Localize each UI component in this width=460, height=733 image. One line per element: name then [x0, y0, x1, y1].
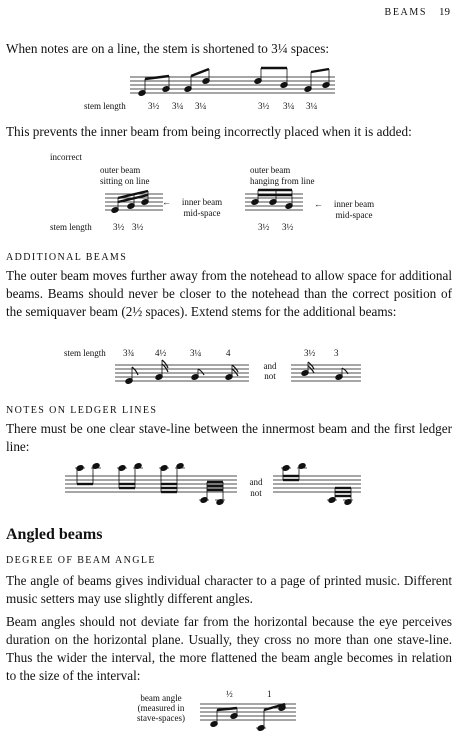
figure-additional-beams: [115, 360, 365, 390]
fig3-value: 3: [334, 348, 339, 358]
section-heading-beam-angle: DEGREE OF BEAM ANGLE: [6, 555, 156, 566]
fig1-value: 3¼: [195, 101, 207, 111]
figure-stem-on-line: [130, 72, 340, 102]
fig3-value: 3¾: [123, 348, 135, 358]
fig3-and: and: [263, 361, 277, 371]
fig5-label-1: beam angle: [140, 693, 182, 703]
page-number: 19: [439, 6, 450, 18]
fig1-value: 3¼: [306, 101, 318, 111]
fig2-outer-sitting-2: sitting on line: [100, 176, 150, 186]
figure-ledger-lines: [65, 462, 365, 504]
paragraph-additional-beams: The outer beam moves further away from the notehead to allow space for additional beams. Beams should never be closer to the notehead than the correct position of the semiquaver beam (2½ spaces). Extend stems for the additional beams:: [6, 268, 452, 319]
fig3-label: stem length: [64, 348, 106, 358]
fig2-value: 3½: [258, 222, 270, 232]
fig4-not: not: [250, 488, 262, 498]
fig5-value: 1: [267, 689, 272, 699]
paragraph-ledger-lines: There must be one clear stave-line between the innermost beam and the first ledger line:: [6, 421, 452, 454]
fig3-value: 4: [226, 348, 231, 358]
fig2-value: 3½: [113, 222, 125, 232]
section-heading-additional-beams: ADDITIONAL BEAMS: [6, 252, 128, 263]
running-title: BEAMS: [384, 7, 427, 18]
fig2-outer-hanging-1: outer beam: [250, 165, 291, 175]
fig2-outer-hanging-2: hanging from line: [250, 176, 315, 186]
paragraph-beam-angle-1: The angle of beams gives individual character to a page of printed music. Different music setters may use slightly different angles.: [6, 573, 452, 606]
fig2-inner-2: mid-space: [183, 208, 221, 218]
fig3-value: 3½: [304, 348, 316, 358]
fig5-value: ½: [226, 689, 233, 699]
fig3-value: 3¼: [190, 348, 202, 358]
fig2-value: 3½: [132, 222, 144, 232]
paragraph-inner-beam: This prevents the inner beam from being incorrectly placed when it is added:: [6, 124, 412, 139]
arrow-left-icon: ←: [162, 197, 171, 207]
fig3-value: 4½: [155, 348, 167, 358]
fig4-and: and: [249, 477, 263, 487]
fig2-inner-1: inner beam: [333, 199, 375, 209]
fig2-outer-sitting-1: outer beam: [100, 165, 141, 175]
running-header: [385, 6, 450, 18]
paragraph-beam-angle-2: Beam angles should not deviate far from the horizontal because the eye perceives duration on the horizontal plane. Usually, they cross no more than one stave-line. Thus the wider the interval, the more flattened the beam angle becomes in relation to the size of the interval:: [6, 614, 452, 683]
fig3-not: not: [264, 371, 276, 381]
fig1-value: 3¼: [172, 101, 184, 111]
heading-angled-beams: Angled beams: [6, 526, 103, 543]
fig2-inner-2: mid-space: [335, 210, 373, 220]
fig1-value: 3½: [258, 101, 270, 111]
paragraph-stem-shortened: When notes are on a line, the stem is shortened to 3¼ spaces:: [6, 41, 330, 56]
fig1-label: stem length: [84, 101, 126, 111]
section-heading-ledger-lines: NOTES ON LEDGER LINES: [6, 405, 158, 416]
fig5-label-3: stave-spaces): [137, 713, 185, 723]
fig2-inner-1: inner beam: [181, 197, 223, 207]
fig1-value: 3½: [148, 101, 160, 111]
arrow-left-icon: ←: [314, 199, 323, 209]
fig2-value: 3½: [282, 222, 294, 232]
figure-beam-angle: [200, 702, 300, 732]
fig2-incorrect-label: incorrect: [50, 152, 82, 162]
fig2-label: stem length: [50, 222, 92, 232]
fig5-label-2: (measured in: [137, 703, 185, 713]
fig1-value: 3¼: [283, 101, 295, 111]
